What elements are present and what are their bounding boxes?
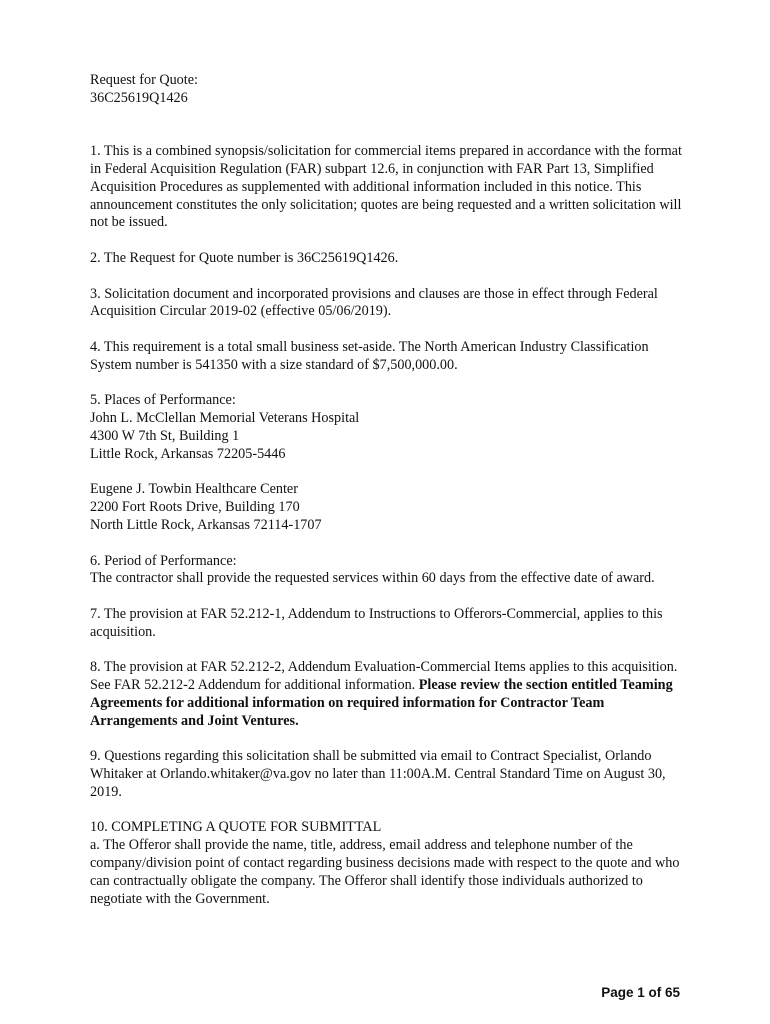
section-6-title: 6. Period of Performance: [90, 552, 237, 569]
section-9: 9. Questions regarding this solicitation shall be submitted via email to Contract Specialist, Orlando Whitaker at Orlando.whitaker@va.gov no later than 11:00A.M. Central Standard Time on August 30, 2019. [90, 748, 666, 800]
place-2-street: 2200 Fort Roots Drive, Building 170 [90, 499, 300, 516]
section-7: 7. The provision at FAR 52.212-1, Addendum to Instructions to Offerors-Commercial, applies to this acquisition. [90, 605, 663, 640]
section-6-body: The contractor shall provide the requested services within 60 days from the effective date of award. [90, 570, 655, 587]
rfq-number: 36C25619Q1426 [90, 89, 188, 106]
rfq-title: Request for Quote: [90, 72, 198, 88]
section-4: 4. This requirement is a total small business set-aside. The North American Industry Classification System number is 541350 with a size standard of $7,500,000.00. [90, 338, 649, 373]
document-page [90, 72, 690, 908]
section-8-bold-note: Please review the section entitled Teaming Agreements for additional information on required information for Contractor Team Arrangements and Joint Ventures. [90, 677, 673, 729]
place-1-city: Little Rock, Arkansas 72205-5446 [90, 445, 286, 462]
place-1-street: 4300 W 7th St, Building 1 [90, 427, 240, 444]
place-1-name: John L. McClellan Memorial Veterans Hospital [90, 410, 360, 427]
section-5-title: 5. Places of Performance: [90, 392, 236, 409]
place-2-city: North Little Rock, Arkansas 72114-1707 [90, 516, 322, 533]
section-3: 3. Solicitation document and incorporated provisions and clauses are those in effect through Federal Acquisition Circular 2019-02 (effective 05/06/2019). [90, 285, 658, 320]
section-1: 1. This is a combined synopsis/solicitation for commercial items prepared in accordance with the format in Federal Acquisition Regulation (FAR) subpart 12.6, in conjunction with FAR Part 13, Simplified Acquisition Procedures as supplemented with additional information included in this notice. This announcement constitutes the only solicitation; quotes are being requested and a written solicitation will not be issued. [90, 143, 682, 231]
place-2-name: Eugene J. Towbin Healthcare Center [90, 481, 298, 498]
section-8-text: 8. The provision at FAR 52.212-2, Addendum Evaluation-Commercial Items applies to this acquisition. See FAR 52.212-2 Addendum for additional information. [90, 659, 678, 694]
section-2: 2. The Request for Quote number is 36C25619Q1426. [90, 249, 399, 266]
section-10-title: 10. COMPLETING A QUOTE FOR SUBMITTAL [90, 819, 382, 836]
section-8 [90, 659, 690, 730]
section-10-a: a. The Offeror shall provide the name, title, address, email address and telephone number of the company/division point of contact regarding business decisions made with respect to the quote and who can contractually obligate the company. The Offeror shall identify those individuals authorized to negotiate with the Government. [90, 837, 680, 907]
page-number: Page 1 of 65 [601, 985, 680, 1000]
